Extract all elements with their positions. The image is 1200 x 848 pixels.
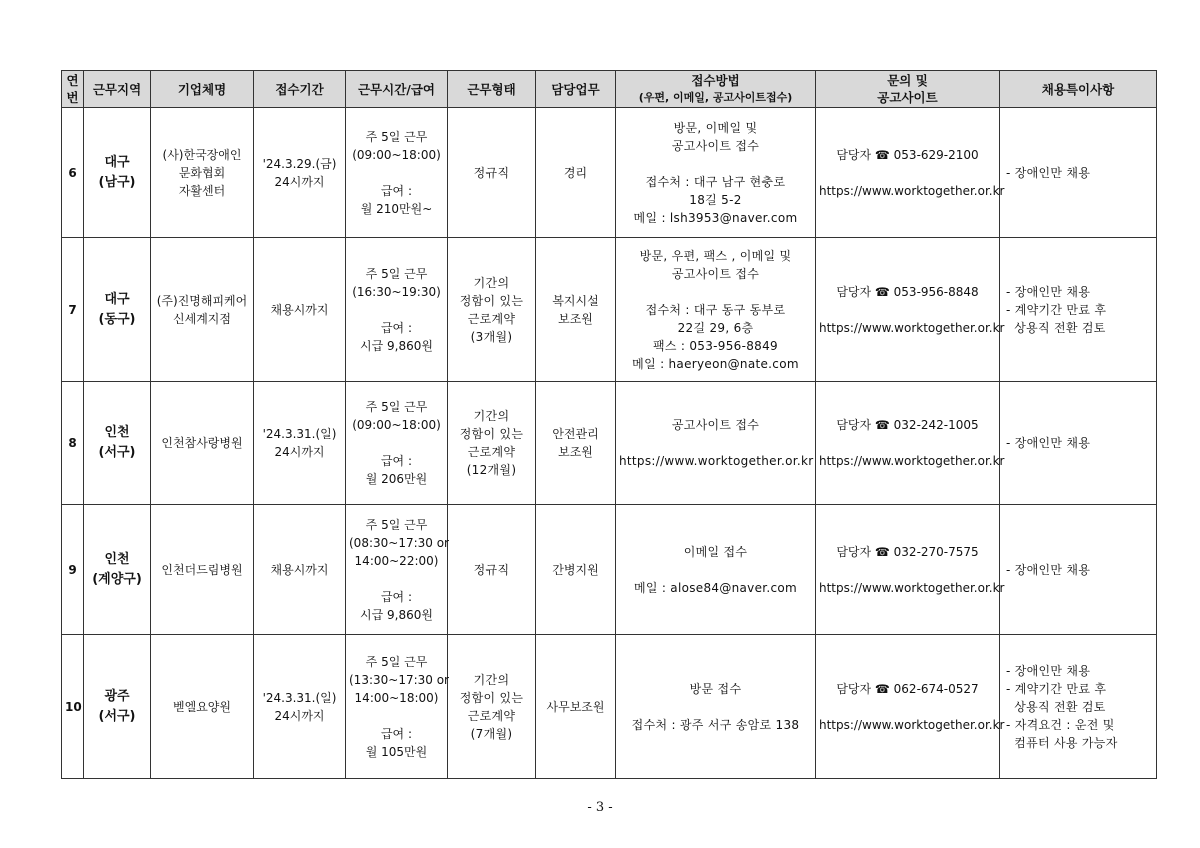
cell-period-line: '24.3.31.(일): [262, 427, 337, 441]
cell-type-line: (7개월): [470, 726, 513, 741]
cell-special: [1000, 238, 1157, 382]
cell-duty-line: 사무보조원: [546, 699, 605, 714]
cell-company-line: 자활센터: [178, 183, 226, 198]
header-region: 근무지역: [84, 71, 151, 108]
cell-method-line: 공고사이트 접수: [671, 418, 760, 432]
cell-region-line: 대구: [104, 154, 130, 170]
cell-type-line: 정규직: [473, 562, 510, 577]
cell-type-line: 정함이 있는: [459, 427, 524, 441]
cell-hours-line: 주 5일 근무: [365, 266, 428, 281]
cell-duty: [536, 505, 616, 635]
cell-duty-line: 보조원: [558, 311, 593, 326]
cell-method-line: 18길 5-2: [689, 192, 742, 207]
cell-region: [84, 382, 151, 505]
cell-special-line: - 장애인만 채용: [1006, 562, 1091, 577]
cell-special: [1000, 108, 1157, 238]
cell-method: [616, 238, 816, 382]
cell-duty: [536, 635, 616, 779]
cell-method-line: 메일 : haeryeon@nate.com: [632, 356, 799, 371]
cell-contact-line: https://www.worktogether.or.kr: [819, 320, 1005, 335]
cell-method-line: 공고사이트 접수: [671, 138, 760, 153]
header-hours: 근무시간/급여: [346, 71, 448, 108]
cell-special: [1000, 505, 1157, 635]
cell-region-line: 대구: [104, 291, 130, 307]
cell-hours: [346, 505, 448, 635]
cell-company: [151, 238, 254, 382]
cell-duty-line: 간병지원: [552, 562, 599, 577]
cell-special-line: - 장애인만 채용: [1006, 165, 1091, 180]
cell-period: [254, 108, 346, 238]
cell-contact-line: 담당자 ☎ 053-956-8848: [836, 284, 979, 299]
cell-hours-line: (13:30~17:30 or: [349, 672, 449, 687]
table-row: [62, 238, 1157, 382]
cell-hours: [346, 635, 448, 779]
cell-method-line: 방문 접수: [689, 681, 742, 696]
cell-duty: [536, 238, 616, 382]
cell-region: [84, 238, 151, 382]
cell-method-line: 22길 29, 6층: [677, 320, 754, 335]
job-listings-table: [61, 70, 1157, 779]
cell-hours-line: 시급 9,860원: [360, 338, 433, 353]
cell-contact: [816, 108, 1005, 238]
cell-special-line: - 자격요건 : 운전 및: [1006, 717, 1115, 732]
cell-special-line: - 계약기간 만료 후: [1006, 681, 1107, 696]
cell-company-line: 신세계지점: [173, 311, 231, 326]
cell-type: [448, 238, 536, 382]
cell-hours-line: 월 206만원: [365, 472, 428, 486]
cell-type-line: 근로계약: [467, 708, 516, 723]
header-special: 채용특이사항: [1000, 71, 1157, 108]
cell-method-line: 메일 : alose84@naver.com: [633, 580, 798, 595]
cell-contact: [816, 382, 1005, 505]
cell-method-line: 이메일 접수: [683, 544, 748, 559]
cell-duty-line: 안전관리: [552, 427, 599, 441]
cell-type-line: 기간의: [473, 275, 510, 290]
cell-company-line: 벧엘요양원: [173, 699, 231, 714]
cell-special-line: - 장애인만 채용: [1006, 663, 1091, 678]
cell-period: [254, 505, 346, 635]
cell-region: [84, 635, 151, 779]
cell-method-line: 방문, 이메일 및: [673, 120, 758, 135]
cell-company: [151, 108, 254, 238]
cell-contact-line: 담당자 ☎ 053-629-2100: [836, 147, 979, 162]
cell-hours-line: 급여 :: [380, 320, 413, 335]
cell-special-line: - 장애인만 채용: [1006, 284, 1091, 299]
cell-region-line: 인천: [104, 551, 130, 567]
cell-contact-line: https://www.worktogether.or.kr: [819, 454, 1005, 468]
cell-special: [1000, 382, 1157, 505]
cell-hours-line: (09:00~18:00): [352, 147, 441, 162]
cell-no: 8: [62, 382, 84, 505]
cell-no: 6: [62, 108, 84, 238]
cell-type-line: (12개월): [466, 463, 517, 477]
cell-region-line: 인천: [104, 425, 130, 440]
cell-period-line: '24.3.31.(일): [262, 690, 337, 705]
cell-hours-line: 주 5일 근무: [365, 129, 428, 144]
cell-contact-line: 담당자 ☎ 032-242-1005: [836, 418, 979, 432]
cell-type: [448, 108, 536, 238]
cell-period-line: 24시까지: [274, 445, 325, 459]
cell-type: [448, 635, 536, 779]
cell-company-line: 문화협회: [178, 165, 226, 180]
cell-period-line: '24.3.29.(금): [262, 156, 337, 171]
cell-hours-line: (09:00~18:00): [352, 418, 441, 432]
cell-company-line: 인천참사랑병원: [161, 436, 243, 450]
cell-type-line: 정규직: [473, 165, 510, 180]
cell-hours-line: 급여 :: [380, 183, 413, 198]
cell-duty-line: 보조원: [558, 445, 593, 459]
cell-region-line: (서구): [98, 445, 136, 460]
cell-contact: [816, 238, 1005, 382]
cell-hours-line: 14:00~18:00): [354, 690, 439, 705]
header-no: 연 번: [62, 71, 84, 108]
cell-hours-line: 주 5일 근무: [365, 400, 428, 414]
cell-company: [151, 635, 254, 779]
cell-special-line: - 계약기간 만료 후: [1006, 302, 1107, 317]
cell-type: [448, 382, 536, 505]
header-period: 접수기간: [254, 71, 346, 108]
cell-period-line: 채용시까지: [270, 562, 329, 577]
cell-special-line: - 장애인만 채용: [1006, 436, 1091, 450]
cell-method-line: 방문, 우편, 팩스 , 이메일 및: [639, 248, 792, 263]
cell-region-line: (계양구): [92, 571, 142, 587]
cell-method: [616, 382, 816, 505]
cell-company-line: (사)한국장애인: [162, 147, 242, 162]
cell-hours-line: 월 210만원~: [360, 201, 433, 216]
cell-type-line: (3개월): [470, 329, 513, 344]
cell-method-line: 접수처 : 대구 동구 동부로: [645, 302, 786, 317]
cell-method: [616, 108, 816, 238]
cell-method-line: https://www.worktogether.or.kr: [619, 454, 814, 468]
cell-contact-line: 담당자 ☎ 062-674-0527: [836, 681, 979, 696]
cell-period: [254, 382, 346, 505]
cell-hours-line: 월 105만원: [365, 744, 428, 759]
cell-hours-line: 급여 :: [380, 589, 413, 604]
cell-period: [254, 635, 346, 779]
cell-no: 10: [62, 635, 84, 779]
table-row: [62, 108, 1157, 238]
cell-duty-line: 복지시설: [552, 293, 599, 308]
cell-type-line: 근로계약: [467, 311, 516, 326]
cell-contact-line: https://www.worktogether.or.kr: [819, 717, 1005, 732]
header-duty: 담당업무: [536, 71, 616, 108]
cell-region-line: (남구): [98, 174, 136, 190]
cell-special-line: 상용직 전환 검토: [1006, 320, 1106, 335]
cell-hours-line: 주 5일 근무: [365, 654, 428, 669]
cell-hours-line: 급여 :: [380, 726, 413, 741]
cell-period-line: 24시까지: [274, 708, 325, 723]
cell-hours-line: 급여 :: [380, 454, 413, 468]
header-method: 접수방법 (우편, 이메일, 공고사이트접수): [616, 71, 816, 108]
cell-method-line: 메일 : lsh3953@naver.com: [633, 210, 798, 225]
cell-method: [616, 635, 816, 779]
cell-hours-line: (08:30~17:30 or: [349, 535, 449, 550]
table-row: [62, 382, 1157, 505]
cell-method: [616, 505, 816, 635]
header-type: 근무형태: [448, 71, 536, 108]
cell-region-line: (동구): [98, 311, 136, 327]
cell-contact: [816, 635, 1005, 779]
cell-no: 9: [62, 505, 84, 635]
cell-method-line: 접수처 : 대구 남구 현충로: [645, 174, 786, 189]
cell-type: [448, 505, 536, 635]
cell-hours-line: 주 5일 근무: [365, 517, 428, 532]
cell-special-line: 상용직 전환 검토: [1006, 699, 1106, 714]
page-number: - 3 -: [587, 800, 613, 815]
cell-region-line: (서구): [98, 708, 136, 724]
cell-duty-line: 경리: [563, 165, 588, 180]
cell-company-line: 인천더드림병원: [161, 562, 243, 577]
cell-method-line: 공고사이트 접수: [671, 266, 760, 281]
cell-contact-line: https://www.worktogether.or.kr: [819, 580, 1005, 595]
table-row: [62, 505, 1157, 635]
cell-hours-line: 14:00~22:00): [354, 553, 439, 568]
cell-type-line: 기간의: [473, 672, 510, 687]
cell-period-line: 채용시까지: [270, 302, 329, 317]
header-row: [62, 71, 1157, 108]
cell-method-line: 접수처 : 광주 서구 송암로 138: [631, 717, 800, 732]
cell-period: [254, 238, 346, 382]
cell-hours-line: 시급 9,860원: [360, 607, 433, 622]
cell-special: [1000, 635, 1157, 779]
cell-hours: [346, 382, 448, 505]
cell-contact-line: https://www.worktogether.or.kr: [819, 183, 1005, 198]
cell-type-line: 정함이 있는: [459, 690, 524, 705]
cell-hours-line: (16:30~19:30): [352, 284, 441, 299]
cell-duty: [536, 108, 616, 238]
cell-region: [84, 108, 151, 238]
cell-type-line: 정함이 있는: [459, 293, 524, 308]
cell-hours: [346, 108, 448, 238]
cell-duty: [536, 382, 616, 505]
cell-contact: [816, 505, 1005, 635]
cell-region-line: 광주: [104, 688, 130, 704]
cell-hours: [346, 238, 448, 382]
table-row: [62, 635, 1157, 779]
cell-no: 7: [62, 238, 84, 382]
header-contact: 문의 및 공고사이트: [816, 71, 1000, 108]
header-company: 기업체명: [151, 71, 254, 108]
cell-company-line: (주)진명해피케어: [156, 293, 248, 308]
cell-company: [151, 382, 254, 505]
cell-period-line: 24시까지: [274, 174, 325, 189]
cell-region: [84, 505, 151, 635]
cell-special-line: 컴퓨터 사용 가능자: [1006, 735, 1118, 750]
cell-type-line: 근로계약: [467, 445, 516, 459]
cell-type-line: 기간의: [473, 409, 510, 423]
cell-method-line: 팩스 : 053-956-8849: [653, 338, 778, 353]
cell-contact-line: 담당자 ☎ 032-270-7575: [836, 544, 979, 559]
cell-company: [151, 505, 254, 635]
